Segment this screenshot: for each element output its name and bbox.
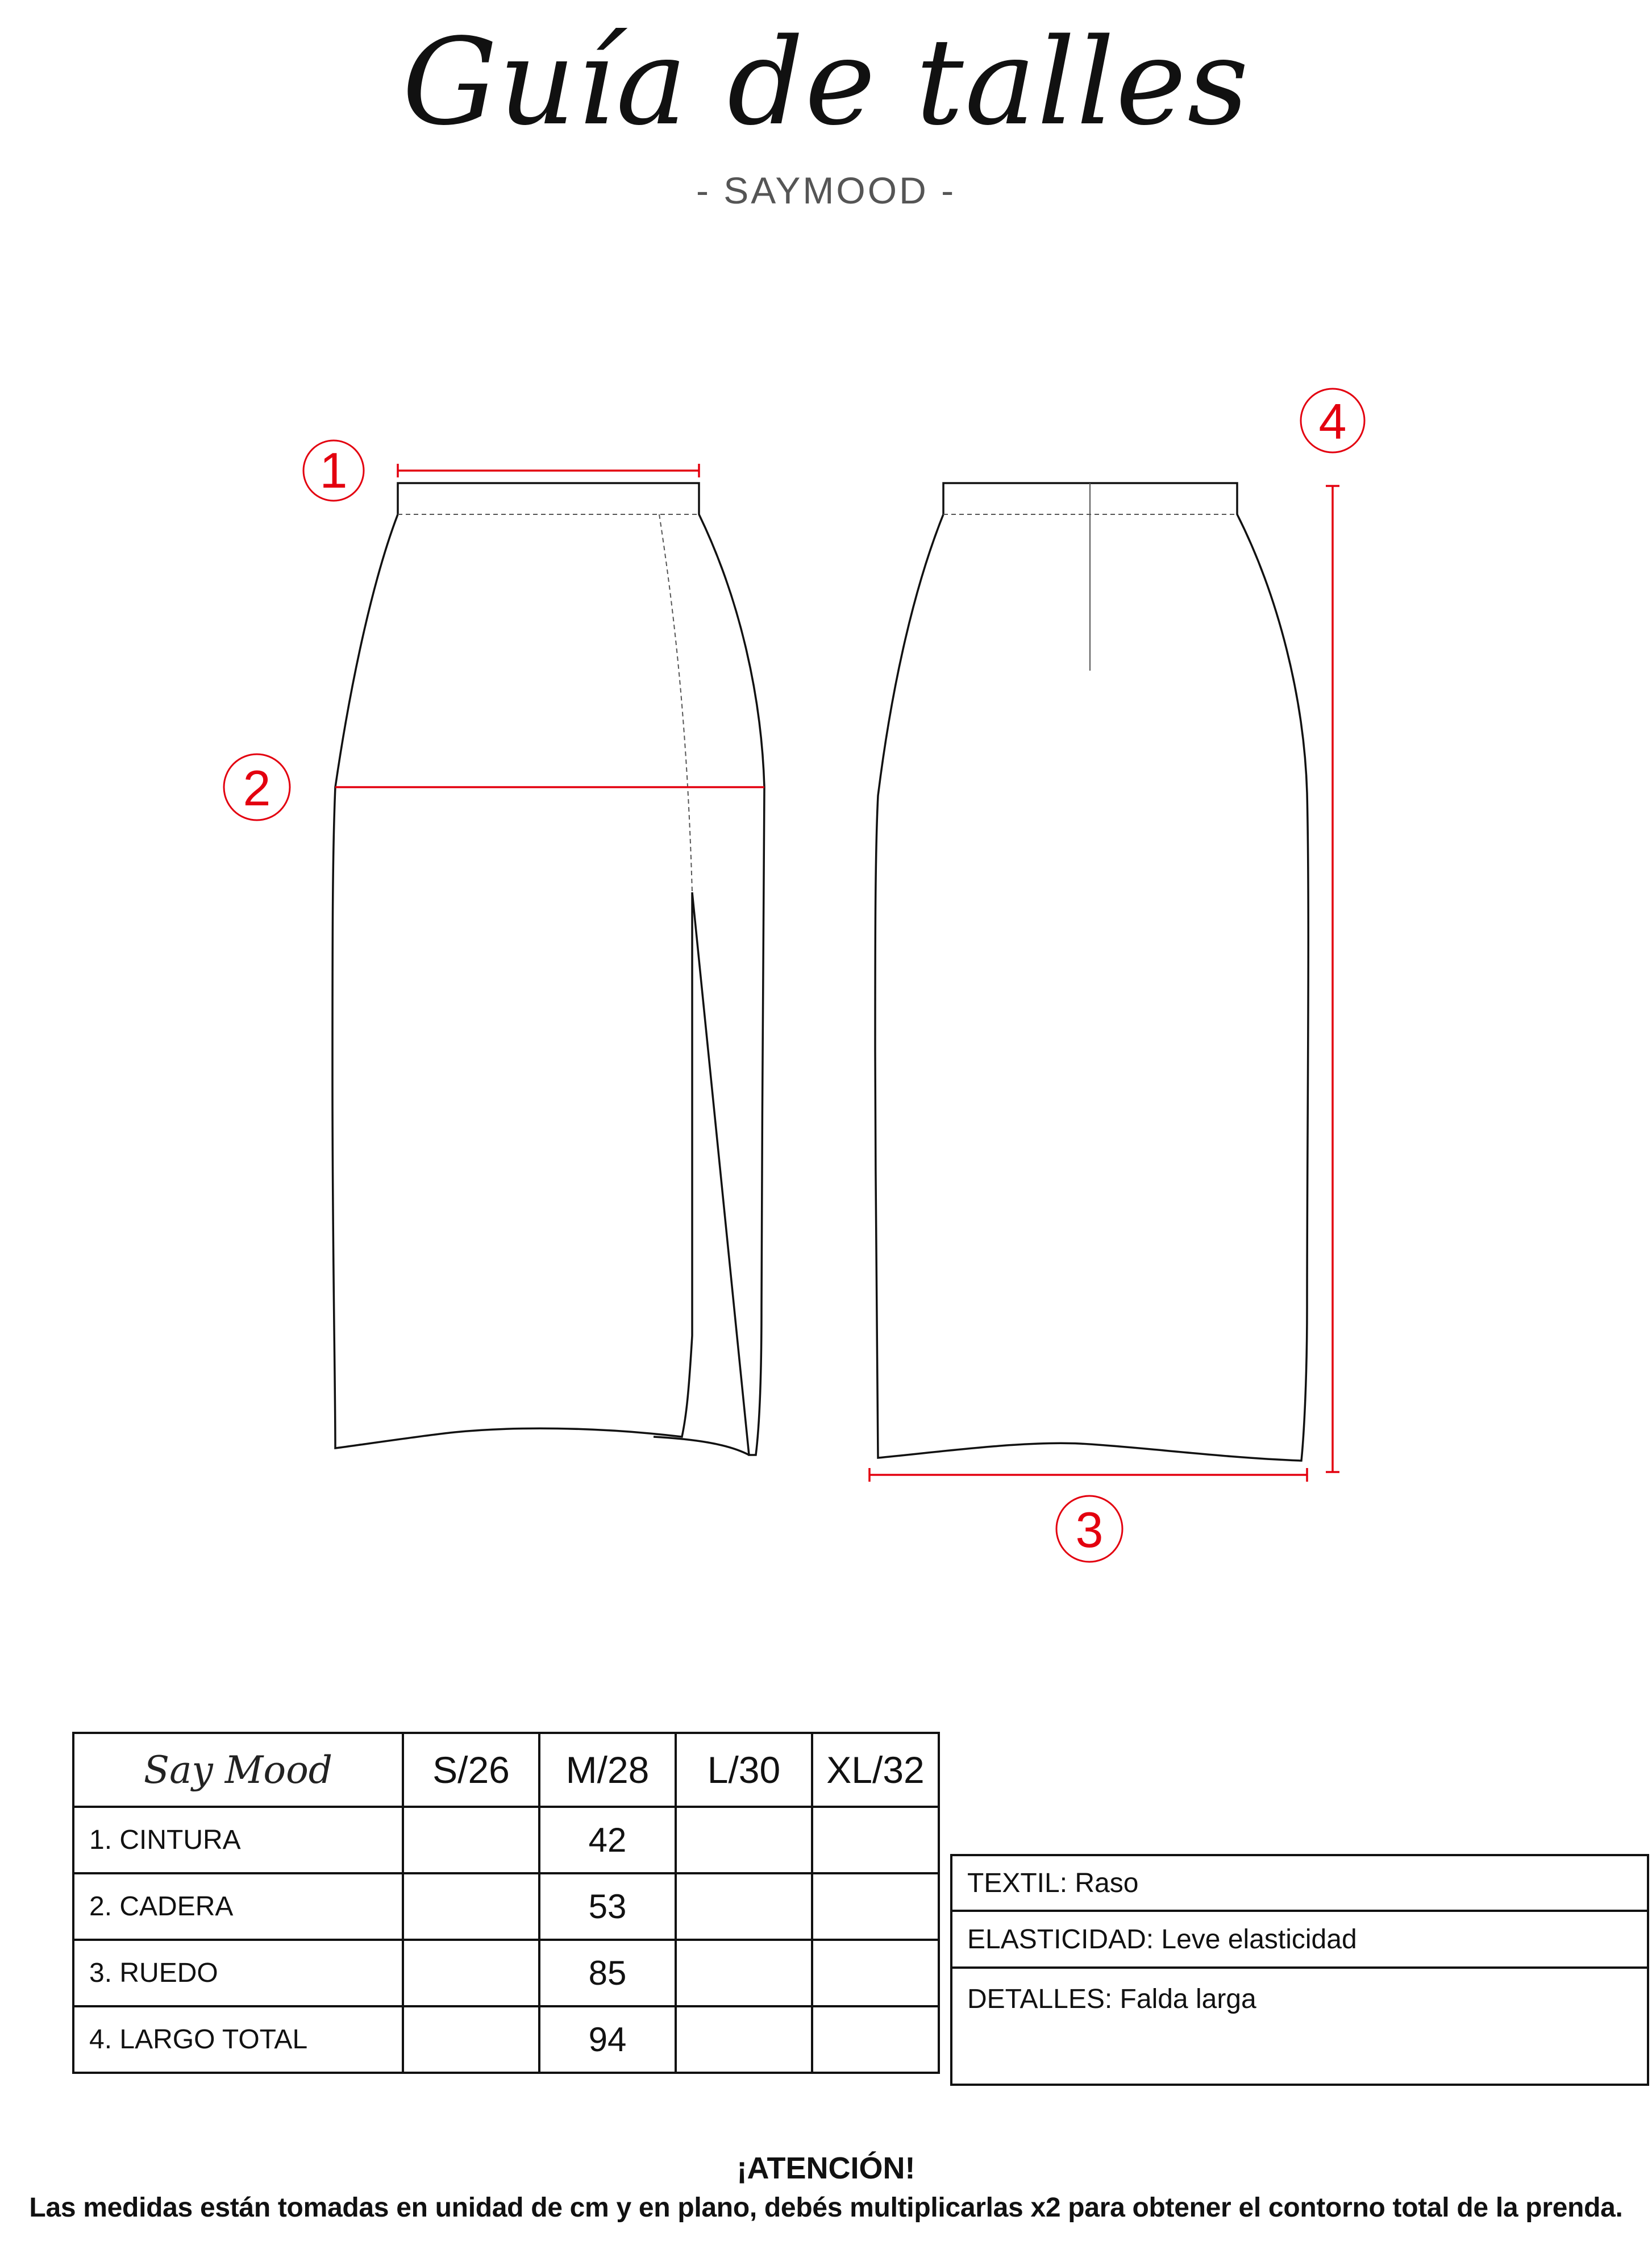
cell-value bbox=[812, 1807, 939, 1873]
table-row bbox=[73, 1807, 939, 1873]
front-skirt-drawing bbox=[332, 483, 764, 1455]
size-table-header bbox=[73, 1733, 939, 1807]
table-row bbox=[73, 1873, 939, 1940]
cell-value bbox=[403, 1807, 539, 1873]
svg-text:1: 1 bbox=[319, 442, 348, 498]
cell-value: 85 bbox=[539, 1940, 676, 2006]
cell-value bbox=[403, 2006, 539, 2073]
back-skirt-drawing bbox=[875, 483, 1308, 1461]
cell-value bbox=[676, 1940, 812, 2006]
measure-lines bbox=[335, 464, 1339, 1482]
row-label: 1. CINTURA bbox=[73, 1807, 403, 1873]
waist-line bbox=[398, 464, 699, 477]
row-label: 4. LARGO TOTAL bbox=[73, 2006, 403, 2073]
size-col-m: M/28 bbox=[539, 1733, 676, 1807]
notice-text: Las medidas están tomadas en unidad de cm y en plano, debés multiplicarlas x2 para obtener el contorno total de la prenda. bbox=[29, 2193, 1623, 2223]
front-skirt-details bbox=[398, 514, 699, 892]
cell-value bbox=[812, 1940, 939, 2006]
brand-subtitle: - SAYMOOD - bbox=[696, 169, 956, 211]
size-col-s: S/26 bbox=[403, 1733, 539, 1807]
page-title: Guía de talles bbox=[402, 13, 1250, 152]
textil-info: TEXTIL: Raso bbox=[951, 1855, 1648, 1911]
svg-text:4: 4 bbox=[1318, 393, 1347, 450]
marker-3 bbox=[1056, 1496, 1122, 1562]
table-row bbox=[73, 2006, 939, 2073]
cell-value: 53 bbox=[539, 1873, 676, 1940]
brand-logo: Say Mood bbox=[73, 1733, 403, 1807]
cell-value bbox=[812, 2006, 939, 2073]
row-label: 3. RUEDO bbox=[73, 1940, 403, 2006]
row-label: 2. CADERA bbox=[73, 1873, 403, 1940]
svg-text:2: 2 bbox=[243, 760, 271, 816]
cell-value: 94 bbox=[539, 2006, 676, 2073]
cell-value bbox=[403, 1940, 539, 2006]
cell-value bbox=[676, 1807, 812, 1873]
elasticity-info: ELASTICIDAD: Leve elasticidad bbox=[951, 1911, 1648, 1968]
svg-text:3: 3 bbox=[1075, 1502, 1104, 1558]
size-col-l: L/30 bbox=[676, 1733, 812, 1807]
cell-value bbox=[676, 2006, 812, 2073]
cell-value bbox=[403, 1873, 539, 1940]
marker-2 bbox=[224, 754, 290, 820]
back-skirt-details bbox=[943, 483, 1237, 671]
hem-line bbox=[869, 1468, 1307, 1482]
size-col-xl: XL/32 bbox=[812, 1733, 939, 1807]
cell-value: 42 bbox=[539, 1807, 676, 1873]
table-row bbox=[73, 1940, 939, 2006]
marker-4 bbox=[1301, 389, 1364, 452]
fabric-info-table bbox=[950, 1854, 1649, 2086]
notice-title: ¡ATENCIÓN! bbox=[736, 2151, 916, 2185]
size-table bbox=[72, 1732, 940, 2074]
cell-value bbox=[676, 1873, 812, 1940]
details-info: DETALLES: Falda larga bbox=[951, 1968, 1648, 2085]
marker-1 bbox=[303, 440, 364, 501]
cell-value bbox=[812, 1873, 939, 1940]
length-line bbox=[1326, 486, 1339, 1472]
